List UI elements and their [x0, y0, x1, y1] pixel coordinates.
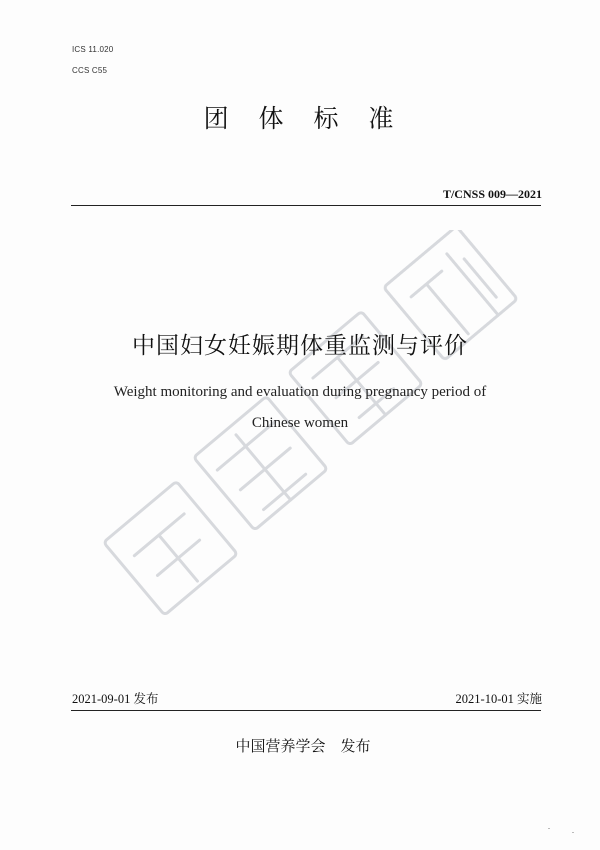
implementation-date: 2021-10-01 实施: [455, 692, 542, 706]
header-divider: [71, 205, 541, 206]
watermark-stamp: [80, 230, 550, 650]
watermark-glyph-1-strokes: [134, 514, 222, 602]
footer-divider: [71, 710, 541, 711]
document-title-english-line-2: Chinese women: [251, 415, 349, 431]
publish-date: 2021-09-01 发布: [72, 692, 159, 706]
ics-code: ICS 11.020: [72, 45, 114, 54]
document-title-chinese: 中国妇女妊娠期体重监测与评价: [132, 333, 468, 359]
scan-speck: [548, 828, 550, 829]
issuing-organization: 中国营养学会 发布: [235, 737, 371, 755]
watermark-glyph-1: [104, 481, 238, 615]
scan-speck: [572, 832, 574, 833]
ccs-code: CCS C55: [72, 66, 108, 75]
document-title-english-line-1: Weight monitoring and evaluation during pregnancy period of: [113, 384, 487, 400]
standard-type-title: 团 体 标 准: [203, 104, 405, 133]
standard-number: T/CNSS 009—2021: [442, 187, 542, 201]
